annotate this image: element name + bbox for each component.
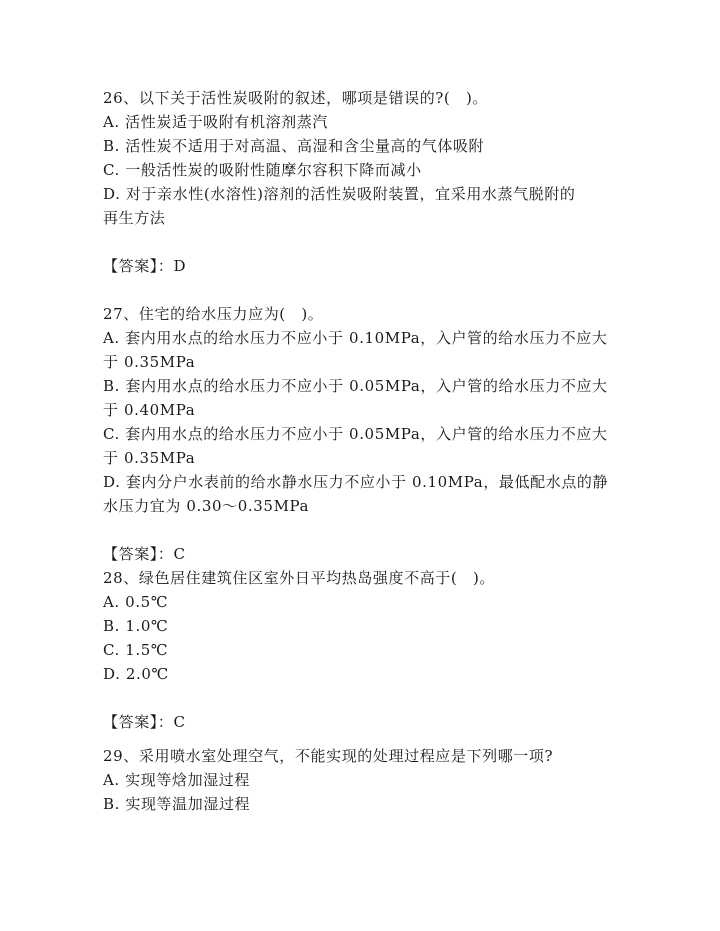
option-c: C. 一般活性炭的吸附性随摩尔容积下降而减小 [103, 161, 422, 179]
option-d: D. 对于亲水性(水溶性)溶剂的活性炭吸附装置，宜采用水蒸气脱附的 [103, 185, 576, 203]
option-d: D. 套内分户水表前的给水静水压力不应小于 0.10MPa，最低配水点的静 [103, 473, 609, 491]
option-a-continued: 于 0.35MPa [103, 353, 196, 371]
question-stem: 28、绿色居住建筑住区室外日平均热岛强度不高于( )。 [103, 569, 495, 587]
question-26 [103, 86, 613, 230]
option-c: C. 套内用水点的给水压力不应小于 0.05MPa，入户管的给水压力不应大 [103, 425, 608, 443]
question-stem: 29、采用喷水室处理空气，不能实现的处理过程应是下列哪一项? [103, 747, 554, 765]
option-d: D. 2.0℃ [103, 665, 169, 683]
question-stem: 27、住宅的给水压力应为( )。 [103, 305, 324, 323]
question-stem: 26、以下关于活性炭吸附的叙述，哪项是错误的?( )。 [103, 89, 489, 107]
option-c: C. 1.5℃ [103, 641, 169, 659]
option-b: B. 活性炭不适用于对高温、高湿和含尘量高的气体吸附 [103, 137, 485, 155]
option-d-continued: 再生方法 [103, 209, 166, 227]
option-a: A. 0.5℃ [103, 593, 169, 611]
option-c-continued: 于 0.35MPa [103, 449, 196, 467]
option-b: B. 实现等温加湿过程 [103, 795, 251, 813]
question-29 [103, 744, 613, 816]
option-b: B. 1.0℃ [103, 617, 169, 635]
option-b-continued: 于 0.40MPa [103, 401, 196, 419]
option-d-continued: 水压力宜为 0.30～0.35MPa [103, 497, 310, 515]
option-a: A. 实现等焓加湿过程 [103, 771, 250, 789]
option-a: A. 活性炭适于吸附有机溶剂蒸汽 [103, 113, 328, 131]
option-b: B. 套内用水点的给水压力不应小于 0.05MPa，入户管的给水压力不应大 [103, 377, 608, 395]
option-a: A. 套内用水点的给水压力不应小于 0.10MPa，入户管的给水压力不应大 [103, 329, 608, 347]
question-27 [103, 302, 613, 518]
answer-26: 【答案】：D [103, 257, 187, 275]
document-page [103, 86, 613, 816]
question-28 [103, 566, 613, 686]
answer-27: 【答案】：C [103, 545, 186, 563]
answer-28: 【答案】：C [103, 713, 186, 731]
